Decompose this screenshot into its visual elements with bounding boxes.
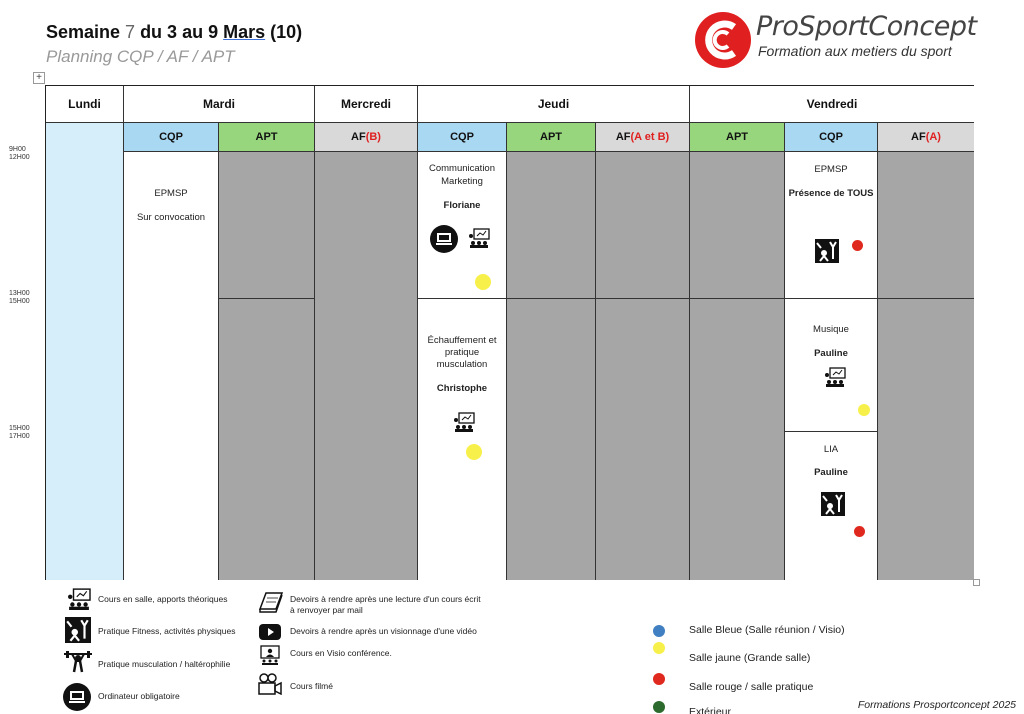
yellow-room-dot <box>858 404 870 416</box>
table-resize-handle[interactable] <box>973 579 980 586</box>
time-label: 15H00 <box>9 298 30 305</box>
session-vendredi-mid[interactable] <box>785 299 878 432</box>
blocked-slot <box>507 152 596 299</box>
logo-name: ProSportConcept <box>756 11 977 42</box>
footer-text: Formations Prosportconcept 2025 <box>857 699 1016 711</box>
page-subtitle: Planning CQP / AF / APT <box>46 47 235 66</box>
legend-cours-salle: Cours en salle, apports théoriques <box>98 594 228 604</box>
session-vendredi-am[interactable] <box>785 152 878 299</box>
classroom-icon <box>824 367 846 387</box>
red-room-dot <box>653 673 665 685</box>
blocked-slot <box>596 152 690 299</box>
blocked-slot <box>596 299 690 580</box>
fitness-icon <box>821 492 845 516</box>
session-teacher: Christophe <box>436 383 488 394</box>
session-teacher: Pauline <box>814 348 848 359</box>
session-teacher: Floriane <box>443 200 481 211</box>
session-title: Marketing <box>441 176 483 187</box>
session-title: Musique <box>813 324 849 335</box>
classroom-icon <box>66 588 92 610</box>
red-room-dot <box>852 240 863 251</box>
day-header-mardi: Mardi <box>124 86 315 123</box>
month-name: Mars <box>223 22 266 42</box>
session-jeudi-pm[interactable] <box>418 299 507 580</box>
classroom-icon <box>468 228 490 248</box>
legend-devoirs-video: Devoirs à rendre après un visionnage d'une vidéo <box>290 626 477 636</box>
blocked-slot <box>219 152 315 299</box>
schedule-table <box>45 85 974 580</box>
table-move-handle[interactable]: + <box>33 72 45 84</box>
time-label: 13H00 <box>9 290 30 297</box>
blocked-slot <box>507 299 596 580</box>
video-icon <box>259 624 281 640</box>
legend-ordinateur: Ordinateur obligatoire <box>98 691 180 701</box>
session-jeudi-am[interactable] <box>418 152 507 299</box>
blocked-slot <box>315 152 418 580</box>
subheader-vendredi-af: AF (A) <box>878 123 974 152</box>
blue-room-dot <box>653 625 665 637</box>
session-mardi-cqp[interactable] <box>124 152 219 580</box>
book-icon <box>258 591 284 613</box>
session-title: Communication <box>429 163 495 174</box>
session-title: LIA <box>823 444 839 455</box>
legend-salle-bleue: Salle Bleue (Salle réunion / Visio) <box>689 624 845 636</box>
blocked-slot <box>690 152 785 299</box>
time-label: 15H00 <box>9 425 30 432</box>
weightlifting-icon <box>64 648 92 674</box>
subheader-jeudi-apt: APT <box>507 123 596 152</box>
legend-filme: Cours filmé <box>290 681 333 691</box>
subheader-jeudi-af: AF (A et B) <box>596 123 690 152</box>
blocked-slot <box>878 299 974 580</box>
day-header-jeudi: Jeudi <box>418 86 690 123</box>
legend-pratique-muscu: Pratique musculation / haltérophilie <box>98 659 231 669</box>
legend-pratique-fitness: Pratique Fitness, activités physiques <box>98 626 236 636</box>
day-header-lundi: Lundi <box>46 86 124 123</box>
camera-icon <box>258 673 282 695</box>
yellow-room-dot <box>475 274 491 290</box>
logo-mark-icon <box>694 11 752 69</box>
subheader-vendredi-apt: APT <box>690 123 785 152</box>
subheader-vendredi-cqp: CQP <box>785 123 878 152</box>
visio-icon <box>260 645 280 665</box>
computer-icon <box>63 683 91 711</box>
session-note: Présence de TOUS <box>788 188 874 199</box>
time-label: 17H00 <box>9 433 30 440</box>
logo-tagline: Formation aux metiers du sport <box>758 43 952 59</box>
session-title: EPMSP <box>154 188 188 199</box>
session-title: EPMSP <box>814 164 848 175</box>
subheader-mercredi-af: AF (B) <box>315 123 418 152</box>
yellow-room-dot <box>653 642 665 654</box>
blocked-slot <box>219 299 315 580</box>
week-number: 7 <box>125 22 136 42</box>
red-room-dot <box>854 526 865 537</box>
time-label: 9H00 <box>9 146 26 153</box>
session-title: pratique <box>444 347 480 358</box>
blocked-slot <box>690 299 785 580</box>
page-title: Semaine 7 du 3 au 9 Mars (10) <box>46 22 303 42</box>
legend-visio: Cours en Visio conférence. <box>290 648 392 658</box>
legend-devoirs-lecture: Devoirs à rendre après une lecture d'un cours écrit à renvoyer par mail <box>290 594 481 615</box>
session-title: musculation <box>436 359 488 370</box>
classroom-icon <box>453 412 475 432</box>
blocked-slot <box>878 152 974 299</box>
day-header-mercredi: Mercredi <box>315 86 418 123</box>
subheader-mardi-apt: APT <box>219 123 315 152</box>
legend-salle-verte: Extérieur <box>689 706 732 714</box>
time-label: 12H00 <box>9 154 30 161</box>
legend-salle-jaune: Salle jaune (Grande salle) <box>689 652 811 664</box>
subheader-mardi-cqp: CQP <box>124 123 219 152</box>
session-vendredi-pm[interactable] <box>785 432 878 580</box>
yellow-room-dot <box>466 444 482 460</box>
day-header-vendredi: Vendredi <box>690 86 974 123</box>
company-logo <box>694 9 1004 71</box>
lundi-column <box>46 123 124 580</box>
subheader-jeudi-cqp: CQP <box>418 123 507 152</box>
fitness-icon <box>815 239 839 263</box>
session-teacher: Pauline <box>814 467 848 478</box>
fitness-icon <box>65 617 91 643</box>
computer-icon <box>430 225 458 253</box>
session-note: Sur convocation <box>136 212 206 223</box>
green-room-dot <box>653 701 665 713</box>
session-title: Échauffement et <box>427 335 497 346</box>
legend-salle-rouge: Salle rouge / salle pratique <box>689 681 814 693</box>
